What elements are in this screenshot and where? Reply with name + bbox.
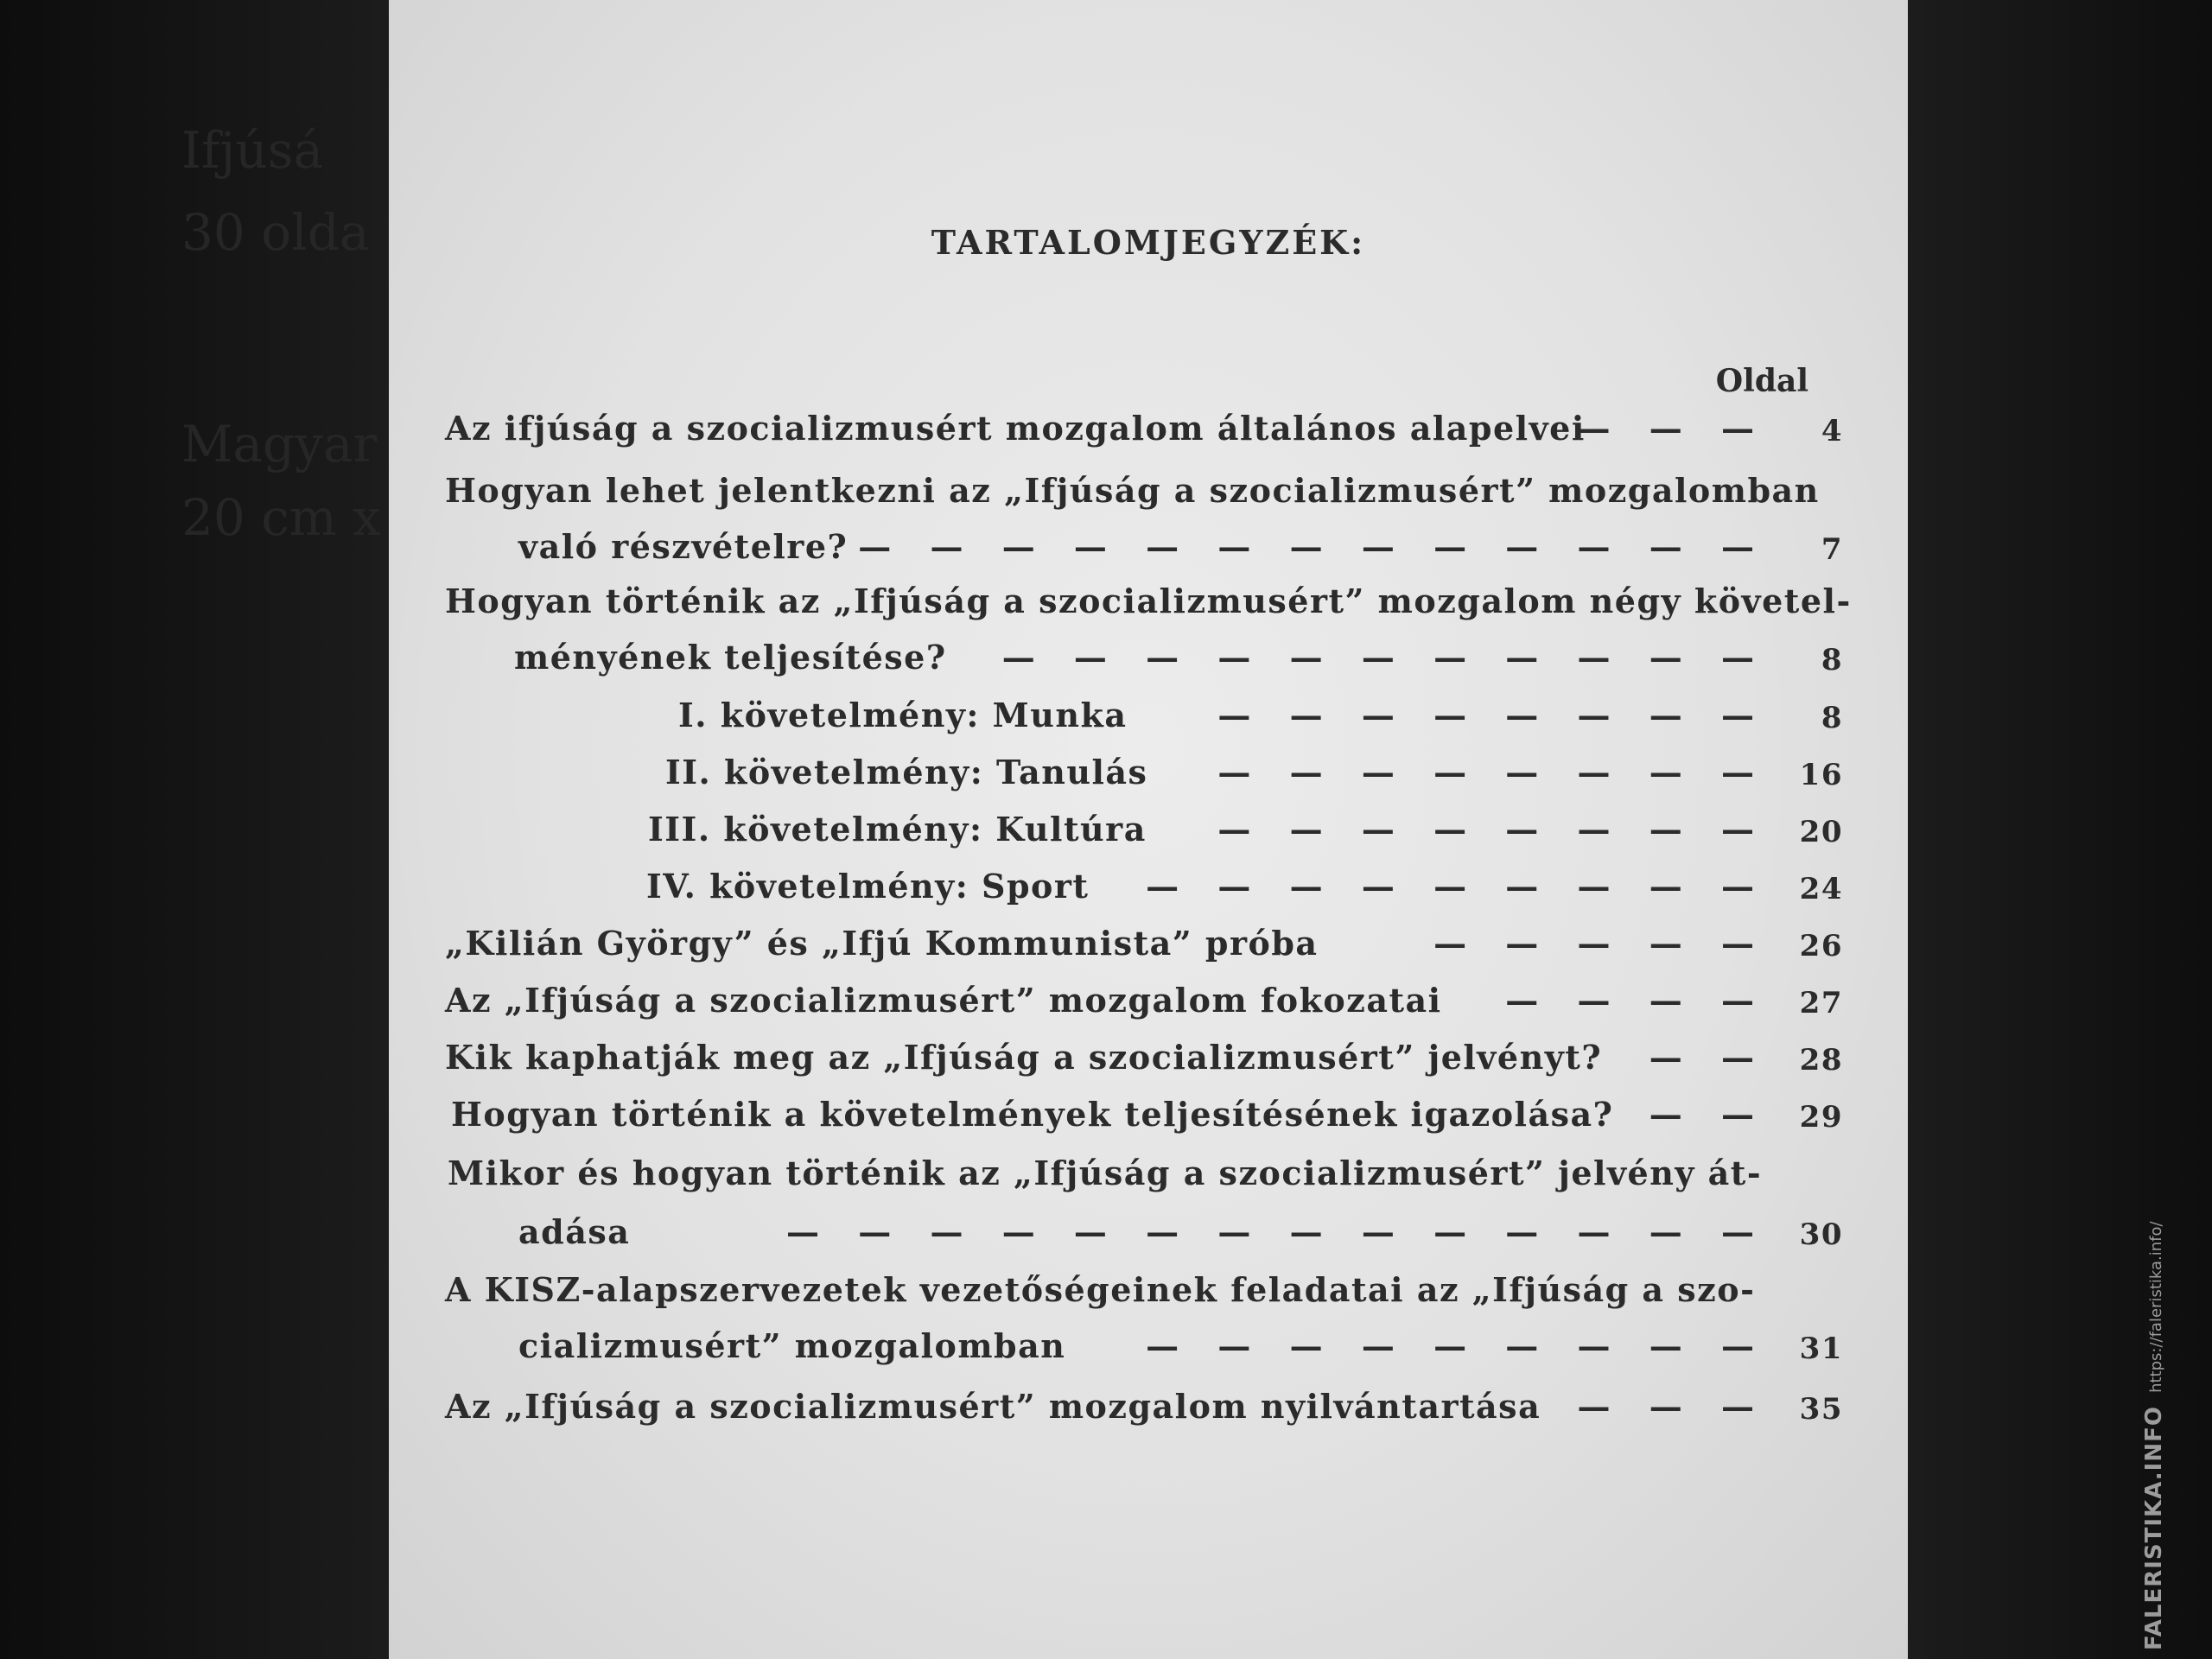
toc-entry xyxy=(389,867,1908,927)
toc-page-number: 16 xyxy=(1799,758,1843,792)
leader-dashes: — — — — — — — — — — — — — — xyxy=(786,1212,1768,1251)
toc-page-number: 35 xyxy=(1799,1392,1843,1427)
toc-page-number: 30 xyxy=(1799,1217,1843,1252)
toc-entry-text: ményének teljesítése? xyxy=(514,638,947,677)
toc-entry-continuation xyxy=(389,1326,1908,1387)
toc-entry-text: Az ifjúság a szocializmusért mozgalom általános alapelvei xyxy=(445,409,1586,448)
toc-entry-continuation xyxy=(389,638,1908,698)
page-column-label: Oldal xyxy=(1715,363,1808,399)
leader-dashes: — — — — — — — — — — — — — xyxy=(858,527,1768,566)
toc-page-number: 7 xyxy=(1821,532,1843,567)
leader-dashes: — — — — — xyxy=(1433,924,1768,963)
leader-dashes: — — — — — — — — xyxy=(1217,810,1768,849)
toc-entry xyxy=(389,471,1908,531)
toc-entry-text: Mikor és hogyan történik az „Ifjúság a szocializmusért” jelvény át- xyxy=(448,1154,1763,1192)
toc-entry-text: Az „Ifjúság a szocializmusért” mozgalom fokozatai xyxy=(445,981,1442,1020)
leader-dashes: — — — xyxy=(1577,409,1768,448)
toc-entry xyxy=(389,924,1908,984)
leader-dashes: — — — xyxy=(1577,1387,1768,1426)
toc-entry xyxy=(389,1387,1908,1447)
watermark-brand: FALERISTIKA.INFO xyxy=(2141,1406,2167,1650)
toc-entry-text: cializmusért” mozgalomban xyxy=(518,1326,1066,1365)
toc-entry xyxy=(389,1095,1908,1155)
toc-page-number: 8 xyxy=(1821,643,1843,677)
document-page xyxy=(389,0,1908,1659)
toc-page-number: 29 xyxy=(1799,1100,1843,1135)
leader-dashes: — — — — — — — — xyxy=(1217,753,1768,791)
toc-entry-text: IV. követelmény: Sport xyxy=(646,867,1090,906)
toc-page-number: 4 xyxy=(1821,414,1843,448)
toc-entry-continuation xyxy=(389,527,1908,588)
toc-page-number: 24 xyxy=(1799,872,1843,906)
background-text: Magyar xyxy=(181,415,378,474)
toc-entry-text: „Kilián György” és „Ifjú Kommunista” próba xyxy=(445,924,1319,963)
toc-entry-text: II. követelmény: Tanulás xyxy=(665,753,1148,791)
toc-entry xyxy=(389,1154,1908,1214)
page-title: TARTALOMJEGYZÉK: xyxy=(931,223,1366,262)
toc-entry-text: III. követelmény: Kultúra xyxy=(648,810,1147,849)
toc-page-number: 31 xyxy=(1799,1332,1843,1366)
leader-dashes: — — — — — — — — xyxy=(1217,696,1768,734)
toc-entry xyxy=(389,582,1908,642)
toc-page-number: 27 xyxy=(1799,986,1843,1020)
toc-entry-text: Hogyan lehet jelentkezni az „Ifjúság a szocializmusért” mozgalomban xyxy=(445,471,1820,510)
leader-dashes: — — — — — — — — — xyxy=(1146,1326,1768,1365)
toc-entry xyxy=(389,810,1908,870)
toc-entry-text: I. követelmény: Munka xyxy=(678,696,1128,734)
leader-dashes: — — — — — — — — — xyxy=(1146,867,1768,906)
leader-dashes: — — xyxy=(1649,1038,1768,1077)
toc-entry xyxy=(389,1270,1908,1331)
toc-page-number: 26 xyxy=(1799,929,1843,963)
toc-entry-text: Hogyan történik a követelmények teljesítésének igazolása? xyxy=(451,1095,1614,1134)
toc-entry-text: Az „Ifjúság a szocializmusért” mozgalom nyilvántartása xyxy=(445,1387,1541,1426)
toc-entry-text: adása xyxy=(518,1212,631,1251)
toc-page-number: 20 xyxy=(1799,815,1843,849)
leader-dashes: — — — — — — — — — — — xyxy=(1001,638,1768,677)
toc-entry-text: A KISZ-alapszervezetek vezetőségeinek feladatai az „Ifjúság a szo- xyxy=(445,1270,1756,1309)
toc-entry-continuation xyxy=(389,1212,1908,1273)
leader-dashes: — — xyxy=(1649,1095,1768,1134)
watermark-url: https://faleristika.info/ xyxy=(2147,1221,2165,1393)
toc-entry xyxy=(389,753,1908,813)
toc-entry xyxy=(389,409,1908,469)
background-left xyxy=(0,0,389,1659)
background-text: Ifjúsá xyxy=(181,121,324,180)
toc-entry xyxy=(389,981,1908,1041)
watermark xyxy=(2141,1221,2167,1650)
toc-page-number: 28 xyxy=(1799,1043,1843,1077)
toc-entry-text: Hogyan történik az „Ifjúság a szocializmusért” mozgalom négy követel- xyxy=(445,582,1852,620)
background-text: 20 cm x xyxy=(181,488,381,547)
leader-dashes: — — — — xyxy=(1505,981,1768,1020)
toc-entry xyxy=(389,1038,1908,1098)
toc-page-number: 8 xyxy=(1821,701,1843,735)
toc-entry-text: való részvételre? xyxy=(518,527,849,566)
background-text: 30 olda xyxy=(181,203,370,262)
toc-entry xyxy=(389,696,1908,756)
toc-entry-text: Kik kaphatják meg az „Ifjúság a szocializmusért” jelvényt? xyxy=(445,1038,1603,1077)
